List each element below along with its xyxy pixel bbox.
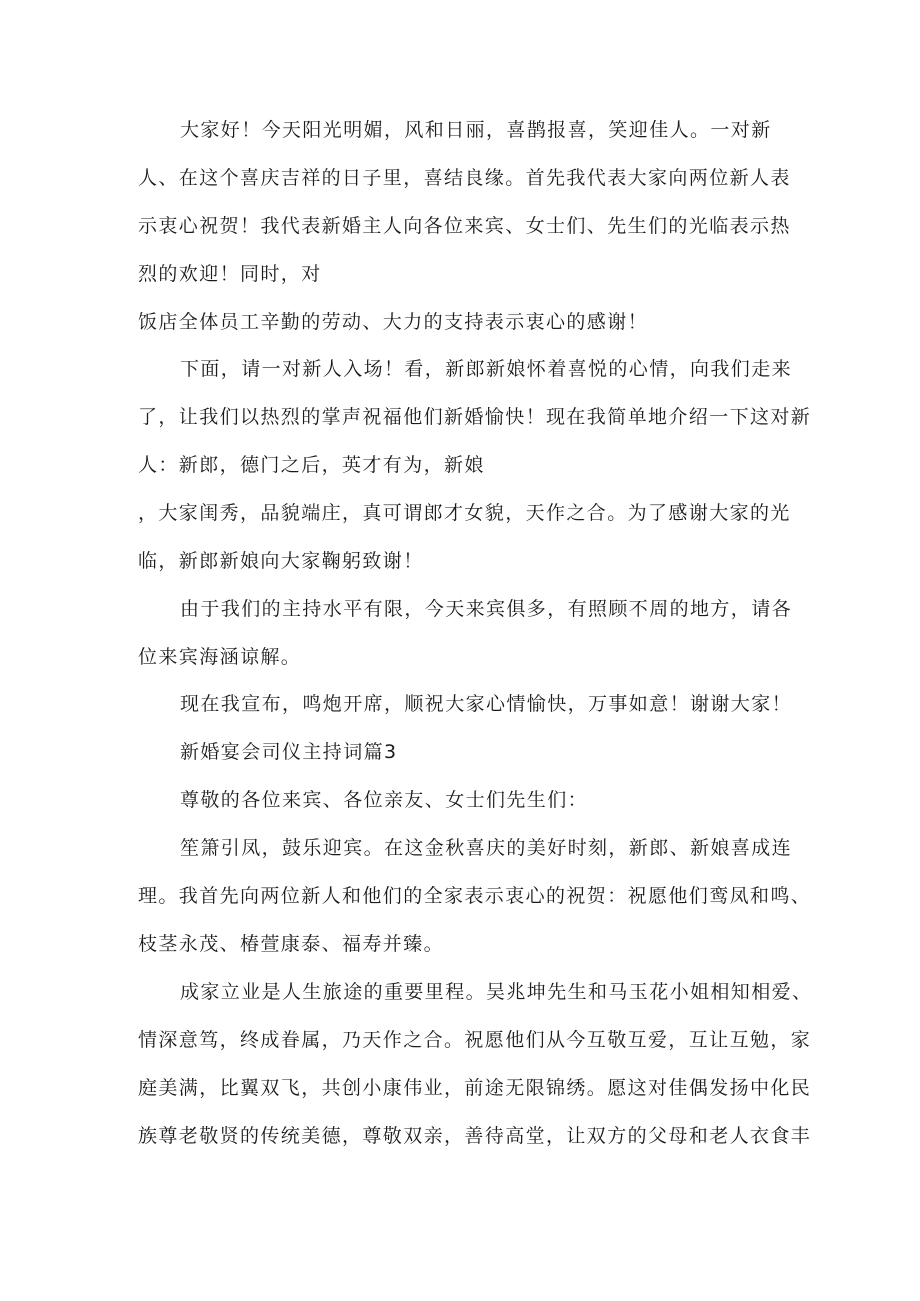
section-heading: 新婚宴会司仪主持词篇3 xyxy=(180,741,398,763)
paragraph-line: 成家立业是人生旅途的重要里程。吴兆坤先生和马玉花小姐相知相爱、 xyxy=(180,981,813,1003)
paragraph-line: ，大家闺秀，品貌端庄，真可谓郎才女貌，天作之合。为了感谢大家的光 xyxy=(138,502,791,524)
paragraph-line: 人：新郎，德门之后，英才有为，新娘 xyxy=(138,454,485,476)
paragraph-line: 临，新郎新娘向大家鞠躬致谢！ xyxy=(138,550,424,572)
paragraph-line: 示衷心祝贺！我代表新婚主人向各位来宾、女士们、先生们的光临表示热 xyxy=(138,215,791,237)
paragraph-line: 位来宾海涵谅解。 xyxy=(138,646,302,668)
paragraph-line: 族尊老敬贤的传统美德，尊敬双亲，善待高堂，让双方的父母和老人衣食丰 xyxy=(138,1125,812,1147)
paragraph-line: 现在我宣布，鸣炮开席，顺祝大家心情愉快，万事如意！谢谢大家！ xyxy=(180,693,793,715)
paragraph-line: 饭店全体员工辛勤的劳动、大力的支持表示衷心的感谢！ xyxy=(138,311,649,333)
paragraph-line: 枝茎永茂、椿萱康泰、福寿并臻。 xyxy=(138,933,445,955)
paragraph-line: 庭美满，比翼双飞，共创小康伟业，前途无限锦绣。愿这对佳偶发扬中化民 xyxy=(138,1077,812,1099)
paragraph-line: 情深意笃，终成眷属，乃天作之合。祝愿他们从今互敬互爱，互让互勉，家 xyxy=(138,1029,812,1051)
paragraph-line: 笙箫引凤，鼓乐迎宾。在这金秋喜庆的美好时刻，新郎、新娘喜成连 xyxy=(180,837,793,859)
paragraph-line: 人、在这个喜庆吉祥的日子里，喜结良缘。首先我代表大家向两位新人表 xyxy=(138,167,791,189)
paragraph-line: 下面，请一对新人入场！看，新郎新娘怀着喜悦的心情，向我们走来 xyxy=(180,358,793,380)
paragraph-line: 理。我首先向两位新人和他们的全家表示衷心的祝贺：祝愿他们鸾凤和鸣、 xyxy=(138,885,812,907)
paragraph-line: 了，让我们以热烈的掌声祝福他们新婚愉快！现在我简单地介绍一下这对新 xyxy=(138,406,812,428)
paragraph-line: 烈的欢迎！同时，对 xyxy=(138,263,322,285)
paragraph-line: 大家好！今天阳光明媚，风和日丽，喜鹊报喜，笑迎佳人。一对新 xyxy=(180,119,772,141)
paragraph-line: 由于我们的主持水平有限，今天来宾俱多，有照顾不周的地方，请各 xyxy=(180,598,793,620)
salutation-line: 尊敬的各位来宾、各位亲友、女士们先生们： xyxy=(180,789,589,811)
